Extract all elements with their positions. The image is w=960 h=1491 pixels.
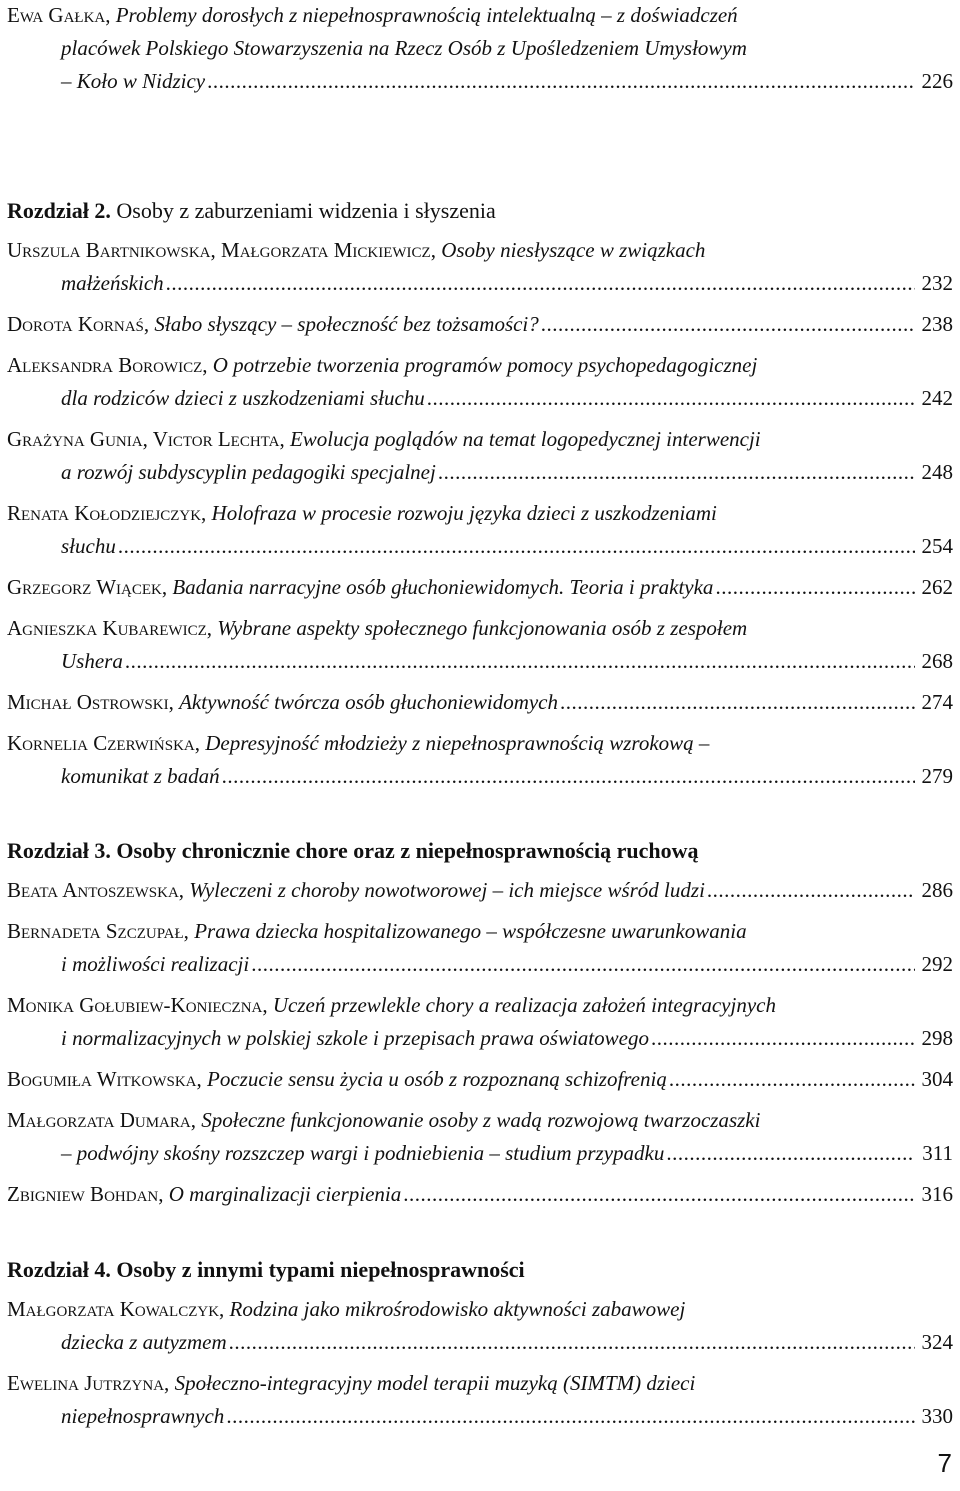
entry-title: Słabo słyszący – społeczność bez tożsamości? (154, 312, 539, 336)
chapter-heading (7, 1253, 525, 1286)
entry-page-number: 248 (921, 460, 953, 484)
entry-page-number: 279 (921, 764, 953, 788)
toc-line (7, 760, 953, 793)
toc-line (7, 1400, 953, 1433)
dot-leader (715, 571, 915, 604)
entry-page-number: 262 (921, 575, 953, 599)
chapter-title: Osoby z innymi typami niepełnosprawności (116, 1257, 525, 1282)
toc-entry (7, 423, 953, 489)
toc-entry (7, 989, 953, 1055)
toc-line (7, 571, 953, 604)
entry-author: Monika Gołubiew-Konieczna, (7, 993, 268, 1017)
entry-author: Ewa Gałka, (7, 3, 111, 27)
entry-title: Ewolucja poglądów na temat logopedycznej interwencji (289, 427, 761, 451)
entry-page-number: 254 (921, 534, 953, 558)
dot-leader (222, 760, 915, 793)
entry-page-number: 304 (921, 1067, 953, 1091)
dot-leader (651, 1022, 915, 1055)
dot-leader (669, 1063, 915, 1096)
toc-entry (7, 497, 953, 563)
dot-leader (226, 1400, 915, 1433)
entry-title: komunikat z badań (61, 764, 220, 788)
entry-title: niepełnosprawnych (61, 1404, 225, 1428)
chapter-label: Rozdział 2. (7, 198, 111, 223)
toc-line (7, 456, 953, 489)
toc-entry (7, 349, 953, 415)
toc-line (7, 530, 953, 563)
entry-title: Rodzina jako mikrośrodowisko aktywności zabawowej (229, 1297, 686, 1321)
toc-line (7, 308, 953, 341)
entry-title: słuchu (61, 534, 116, 558)
entry-author: Ewelina Jutrzyna, (7, 1371, 170, 1395)
toc-entry (7, 1367, 953, 1433)
toc-line (7, 423, 953, 456)
dot-leader (438, 456, 915, 489)
entry-title: i normalizacyjnych w polskiej szkole i przepisach prawa oświatowego (61, 1026, 649, 1050)
entry-author: Grzegorz Wiącek, (7, 575, 168, 599)
page-number: 7 (937, 1448, 952, 1478)
entry-title: i możliwości realizacji (61, 952, 250, 976)
entry-page-number: 286 (921, 878, 953, 902)
entry-title: Prawa dziecka hospitalizowanego – współczesne uwarunkowania (194, 919, 747, 943)
chapter-title: Osoby z zaburzeniami widzenia i słyszenia (116, 198, 496, 223)
entry-page-number: 268 (921, 649, 953, 673)
entry-page-number: 242 (921, 386, 953, 410)
entry-page-number: 298 (921, 1026, 953, 1050)
toc-line (7, 1063, 953, 1096)
chapter-heading (7, 194, 496, 227)
entry-author: Grażyna Gunia, Victor Lechta, (7, 427, 285, 451)
dot-leader (666, 1137, 915, 1170)
toc-line (7, 612, 953, 645)
entry-author: Bernadeta Szczupał, (7, 919, 189, 943)
toc-line (7, 0, 953, 32)
toc-entry (7, 308, 953, 341)
toc-line (7, 497, 953, 530)
dot-leader (427, 382, 915, 415)
toc-entry (7, 915, 953, 981)
chapter-label: Rozdział 3. (7, 838, 111, 863)
entry-page-number: 316 (921, 1182, 953, 1206)
entry-title: Holofraza w procesie rozwoju języka dzieci z uszkodzeniami (211, 501, 717, 525)
entry-title: dziecka z autyzmem (61, 1330, 227, 1354)
entry-title: a rozwój subdyscyplin pedagogiki specjalnej (61, 460, 436, 484)
toc-line (7, 234, 953, 267)
toc-line (7, 874, 953, 907)
toc-line (7, 65, 953, 98)
entry-title: Wyleczeni z choroby nowotworowej – ich miejsce wśród ludzi (189, 878, 705, 902)
entry-page-number: 238 (921, 312, 953, 336)
entry-author: Aleksandra Borowicz, (7, 353, 208, 377)
dot-leader (125, 645, 915, 678)
dot-leader (707, 874, 915, 907)
toc-entry (7, 1293, 953, 1359)
toc-line (7, 349, 953, 382)
entry-title: Wybrane aspekty społecznego funkcjonowania osób z zespołem (217, 616, 748, 640)
entry-title: O potrzebie tworzenia programów pomocy psychopedagogicznej (212, 353, 758, 377)
entry-author: Agnieszka Kubarewicz, (7, 616, 212, 640)
entry-title: placówek Polskiego Stowarzyszenia na Rzecz Osób z Upośledzeniem Umysłowym (61, 36, 747, 60)
entry-title: Poczucie sensu życia u osób z rozpoznaną schizofrenią (207, 1067, 667, 1091)
toc-entry (7, 612, 953, 678)
toc-line (7, 645, 953, 678)
toc-line (7, 686, 953, 719)
toc-line (7, 1178, 953, 1211)
dot-leader (207, 65, 915, 98)
toc-entry (7, 0, 953, 98)
entry-page-number: 292 (921, 952, 953, 976)
entry-page-number: 324 (921, 1330, 953, 1354)
toc-entry (7, 727, 953, 793)
entry-author: Małgorzata Kowalczyk, (7, 1297, 225, 1321)
entry-author: Michał Ostrowski, (7, 690, 174, 714)
toc-line (7, 915, 953, 948)
entry-title: Depresyjność młodzieży z niepełnosprawnością wzrokową – (205, 731, 710, 755)
chapter-label: Rozdział 4. (7, 1257, 111, 1282)
toc-line (7, 1293, 953, 1326)
toc-entry (7, 234, 953, 300)
toc-line (7, 1022, 953, 1055)
entry-title: Uczeń przewlekle chory a realizacja założeń integracyjnych (272, 993, 776, 1017)
dot-leader (229, 1326, 915, 1359)
entry-author: Urszula Bartnikowska, Małgorzata Mickiewicz, (7, 238, 436, 262)
toc-line (7, 1137, 953, 1170)
entry-title: Osoby niesłyszące w związkach (441, 238, 706, 262)
entry-title: Ushera (61, 649, 123, 673)
entry-title: Aktywność twórcza osób głuchoniewidomych (179, 690, 559, 714)
toc-line (7, 32, 953, 65)
entry-title: – Koło w Nidzicy (61, 69, 206, 93)
entry-author: Beata Antoszewska, (7, 878, 185, 902)
dot-leader (251, 948, 915, 981)
entry-page-number: 274 (921, 690, 953, 714)
toc-entry (7, 874, 953, 907)
entry-title: Badania narracyjne osób głuchoniewidomych. Teoria i praktyka (172, 575, 714, 599)
entry-page-number: 330 (921, 1404, 953, 1428)
dot-leader (541, 308, 915, 341)
entry-page-number: 226 (921, 69, 953, 93)
toc-entry (7, 1063, 953, 1096)
entry-author: Kornelia Czerwińska, (7, 731, 200, 755)
toc-line (7, 1326, 953, 1359)
toc-line (7, 1104, 953, 1137)
entry-author: Dorota Kornaś, (7, 312, 150, 336)
entry-title: – podwójny skośny rozszczep wargi i podniebienia – studium przypadku (61, 1141, 665, 1165)
entry-title: Społeczne funkcjonowanie osoby z wadą rozwojową twarzoczaszki (201, 1108, 761, 1132)
entry-page-number: 232 (921, 271, 953, 295)
entry-author: Małgorzata Dumara, (7, 1108, 196, 1132)
dot-leader (403, 1178, 915, 1211)
toc-line (7, 989, 953, 1022)
chapter-heading (7, 834, 699, 867)
entry-author: Zbigniew Bohdan, (7, 1182, 164, 1206)
toc-entry (7, 1178, 953, 1211)
toc-entry (7, 686, 953, 719)
entry-title: O marginalizacji cierpienia (168, 1182, 402, 1206)
entry-author: Renata Kołodziejczyk, (7, 501, 207, 525)
entry-page-number: 311 (922, 1141, 953, 1165)
toc-line (7, 727, 953, 760)
entry-title: Problemy dorosłych z niepełnosprawnością intelektualną – z doświadczeń (115, 3, 738, 27)
toc-entry (7, 1104, 953, 1170)
toc-line (7, 948, 953, 981)
chapter-title: Osoby chronicznie chore oraz z niepełnosprawnością ruchową (116, 838, 699, 863)
dot-leader (166, 267, 915, 300)
entry-title: małżeńskich (61, 271, 164, 295)
entry-author: Bogumiła Witkowska, (7, 1067, 202, 1091)
toc-entry (7, 571, 953, 604)
toc-line (7, 382, 953, 415)
entry-title: dla rodziców dzieci z uszkodzeniami słuchu (61, 386, 425, 410)
dot-leader (118, 530, 915, 563)
dot-leader (560, 686, 915, 719)
entry-title: Społeczno-integracyjny model terapii muzyką (SIMTM) dzieci (174, 1371, 696, 1395)
toc-line (7, 267, 953, 300)
toc-line (7, 1367, 953, 1400)
